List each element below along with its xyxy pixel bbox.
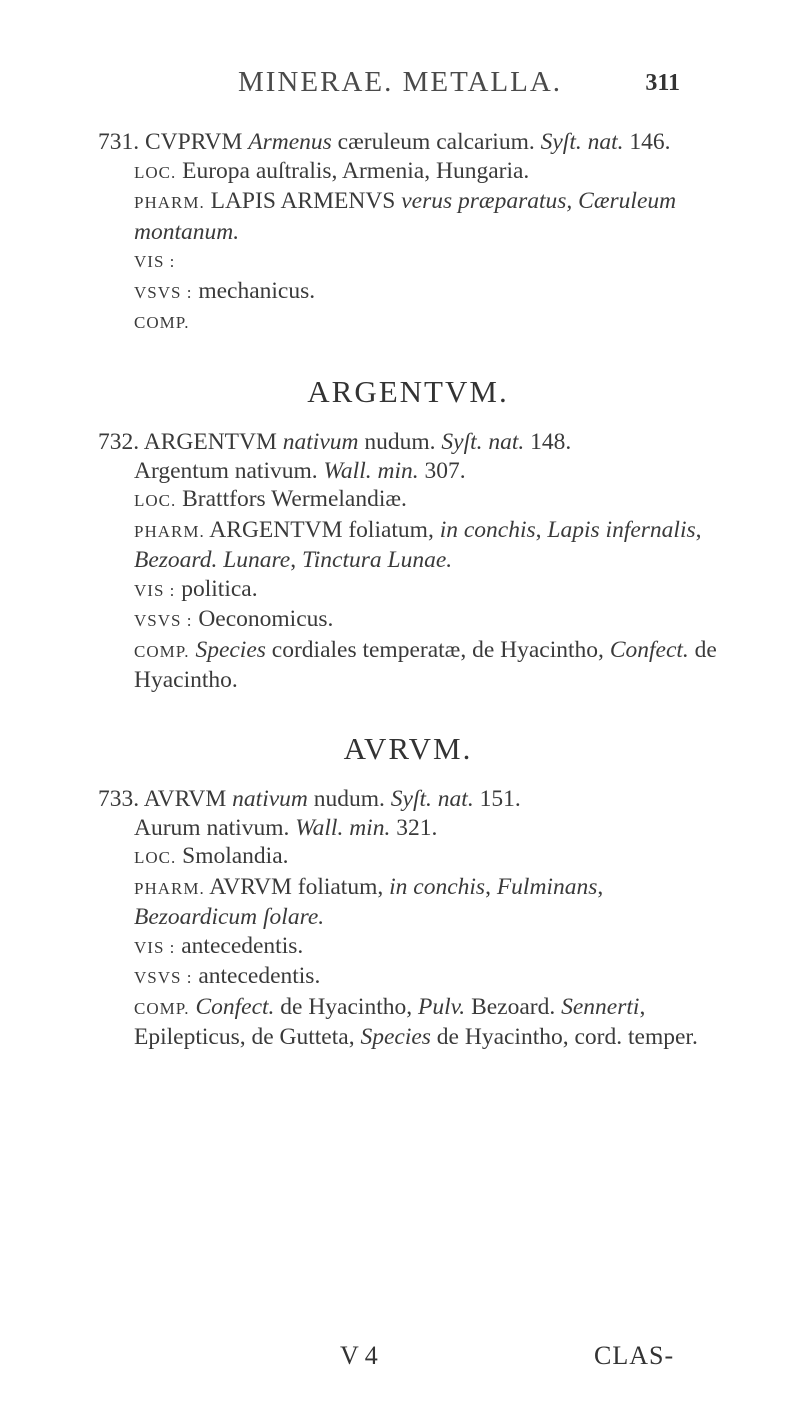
entry-733-comp — [98, 993, 718, 1052]
entry-732-vis — [98, 575, 718, 606]
entry-732-heading-line — [98, 428, 718, 457]
synonym-reference: Wall. min. — [323, 457, 419, 484]
entry-732-synonym — [98, 457, 718, 486]
entry-731-vis — [98, 246, 718, 277]
entry-description: nudum. — [358, 429, 442, 455]
vsvs-text: Oeconomicus. — [192, 606, 334, 632]
loc-label: LOC. — [134, 848, 177, 867]
loc-text: Brattfors Wermelandiæ. — [176, 486, 407, 512]
comp-text-2: Bezoard. — [465, 993, 562, 1020]
entry-reference: Syſt. nat. — [390, 786, 474, 812]
loc-text: Europa auſtralis, Armenia, Hungaria. — [176, 157, 530, 184]
vsvs-label: VSVS : — [134, 282, 193, 302]
entry-731-heading-line — [98, 128, 718, 157]
entry-name: ARGENTVM — [143, 429, 277, 455]
entry-732-pharm — [98, 516, 718, 575]
vis-text: antecedentis. — [175, 932, 304, 959]
entry-reference-number: 151. — [473, 786, 521, 812]
entry-733 — [98, 785, 718, 1052]
entry-number: 731. — [98, 129, 140, 155]
pharm-italic-2: Fulminans — [496, 873, 598, 900]
pharm-italic-1: in conchis — [389, 873, 486, 900]
comp-text-2: de Hyacintho. — [134, 636, 717, 693]
vsvs-text: mechanicus. — [192, 277, 316, 304]
comp-label: COMP. — [134, 998, 190, 1018]
entry-732-comp — [98, 636, 718, 695]
pharm-label: PHARM. — [134, 878, 205, 898]
entry-731 — [98, 128, 718, 338]
comp-italic-1: Species — [189, 636, 266, 663]
entry-reference: Syſt. nat. — [540, 129, 624, 155]
entry-description: nudum. — [307, 786, 391, 812]
entry-number: 732. — [98, 429, 140, 455]
entry-731-vsvs — [98, 277, 718, 308]
running-title: MINERAE. METALLA. — [237, 66, 563, 98]
entry-number: 733. — [98, 786, 140, 812]
comp-italic-3: Sennerti — [561, 993, 640, 1020]
section-heading-argentum: ARGENTVM. — [307, 373, 509, 409]
entry-731-pharm — [98, 187, 718, 246]
entry-733-pharm — [98, 873, 718, 932]
vis-text: politica. — [175, 575, 258, 602]
entry-732-vsvs — [98, 605, 718, 636]
comp-text-3: , Epilepticus, de Gutteta, — [134, 993, 646, 1050]
entry-reference: Syſt. nat. — [441, 429, 525, 455]
comp-text-4: de Hyacintho, cord. temper. — [430, 1024, 698, 1050]
pharm-separator: , — [597, 873, 604, 900]
entry-733-heading-line — [98, 785, 718, 814]
comp-italic-2: Pulv. — [417, 993, 466, 1020]
synonym-text: Argentum nativum. — [134, 457, 324, 484]
vis-label: VIS : — [134, 580, 176, 600]
synonym-reference: Wall. min. — [295, 814, 391, 841]
entry-732 — [98, 428, 718, 695]
pharm-italic-4: Tinctura Lunae. — [301, 547, 453, 573]
pharm-italic-1: in conchis — [439, 516, 536, 543]
comp-italic-4: Species — [360, 1024, 431, 1050]
entry-reference-number: 148. — [524, 429, 572, 455]
pharm-italic-2: Lapis infernalis — [547, 516, 696, 543]
pharm-text: ARGENTVM foliatum, — [204, 516, 440, 543]
entry-733-loc — [98, 842, 718, 873]
comp-label: COMP. — [134, 641, 190, 661]
entry-731-loc — [98, 157, 718, 188]
comp-text-1: de Hyacintho, — [274, 993, 418, 1020]
entry-name: CVPRVM — [145, 129, 243, 155]
page-number: 311 — [645, 70, 680, 96]
entry-732-loc — [98, 485, 718, 516]
pharm-separator: , — [695, 516, 702, 543]
entry-733-vis — [98, 932, 718, 963]
entry-description: cæruleum calcarium. — [331, 129, 541, 155]
comp-label: COMP. — [134, 313, 190, 332]
loc-label: LOC. — [134, 162, 177, 182]
synonym-number: 321. — [390, 814, 438, 841]
pharm-separator: , — [290, 547, 302, 573]
entry-epithet: Armenus — [248, 129, 332, 155]
pharm-separator: , — [535, 516, 548, 543]
comp-italic-1: Confect. — [189, 993, 275, 1020]
entry-epithet: nativum — [232, 786, 308, 812]
running-head — [0, 66, 800, 106]
pharm-text: LAPIS ARMENVS — [204, 188, 402, 214]
entries-body — [98, 128, 718, 1052]
entry-reference-number: 146. — [623, 129, 671, 155]
loc-text: Smolandia. — [176, 843, 289, 869]
pharm-italic-3: Bezoardicum ſolare. — [134, 904, 325, 930]
comp-italic-2: Confect. — [609, 636, 689, 663]
pharm-label: PHARM. — [134, 193, 205, 212]
entry-733-synonym — [98, 814, 718, 843]
entry-name: AVRVM — [143, 786, 227, 812]
pharm-italic: verus præparatus, Cæruleum montanum. — [134, 188, 677, 245]
synonym-text: Aurum nativum. — [134, 814, 296, 841]
vsvs-label: VSVS : — [134, 611, 193, 630]
section-heading-aurum: AVRVM. — [343, 730, 473, 766]
pharm-italic-3: Bezoard. Lunare — [134, 547, 291, 573]
signature-mark: V 4 — [340, 1341, 378, 1370]
catchword: CLAS- — [594, 1341, 675, 1370]
vsvs-label: VSVS : — [134, 968, 193, 987]
vis-label: VIS : — [134, 252, 176, 271]
pharm-text: AVRVM foliatum, — [204, 873, 390, 900]
pharm-label: PHARM. — [134, 521, 205, 541]
vsvs-text: antecedentis. — [192, 963, 321, 989]
pharm-separator: , — [485, 873, 497, 900]
entry-733-vsvs — [98, 962, 718, 993]
synonym-number: 307. — [418, 457, 466, 484]
vis-label: VIS : — [134, 937, 176, 957]
entry-731-comp — [98, 307, 718, 338]
loc-label: LOC. — [134, 491, 177, 510]
entry-epithet: nativum — [282, 429, 359, 455]
comp-text-1: cordiales temperatæ, de Hyacintho, — [265, 636, 604, 663]
